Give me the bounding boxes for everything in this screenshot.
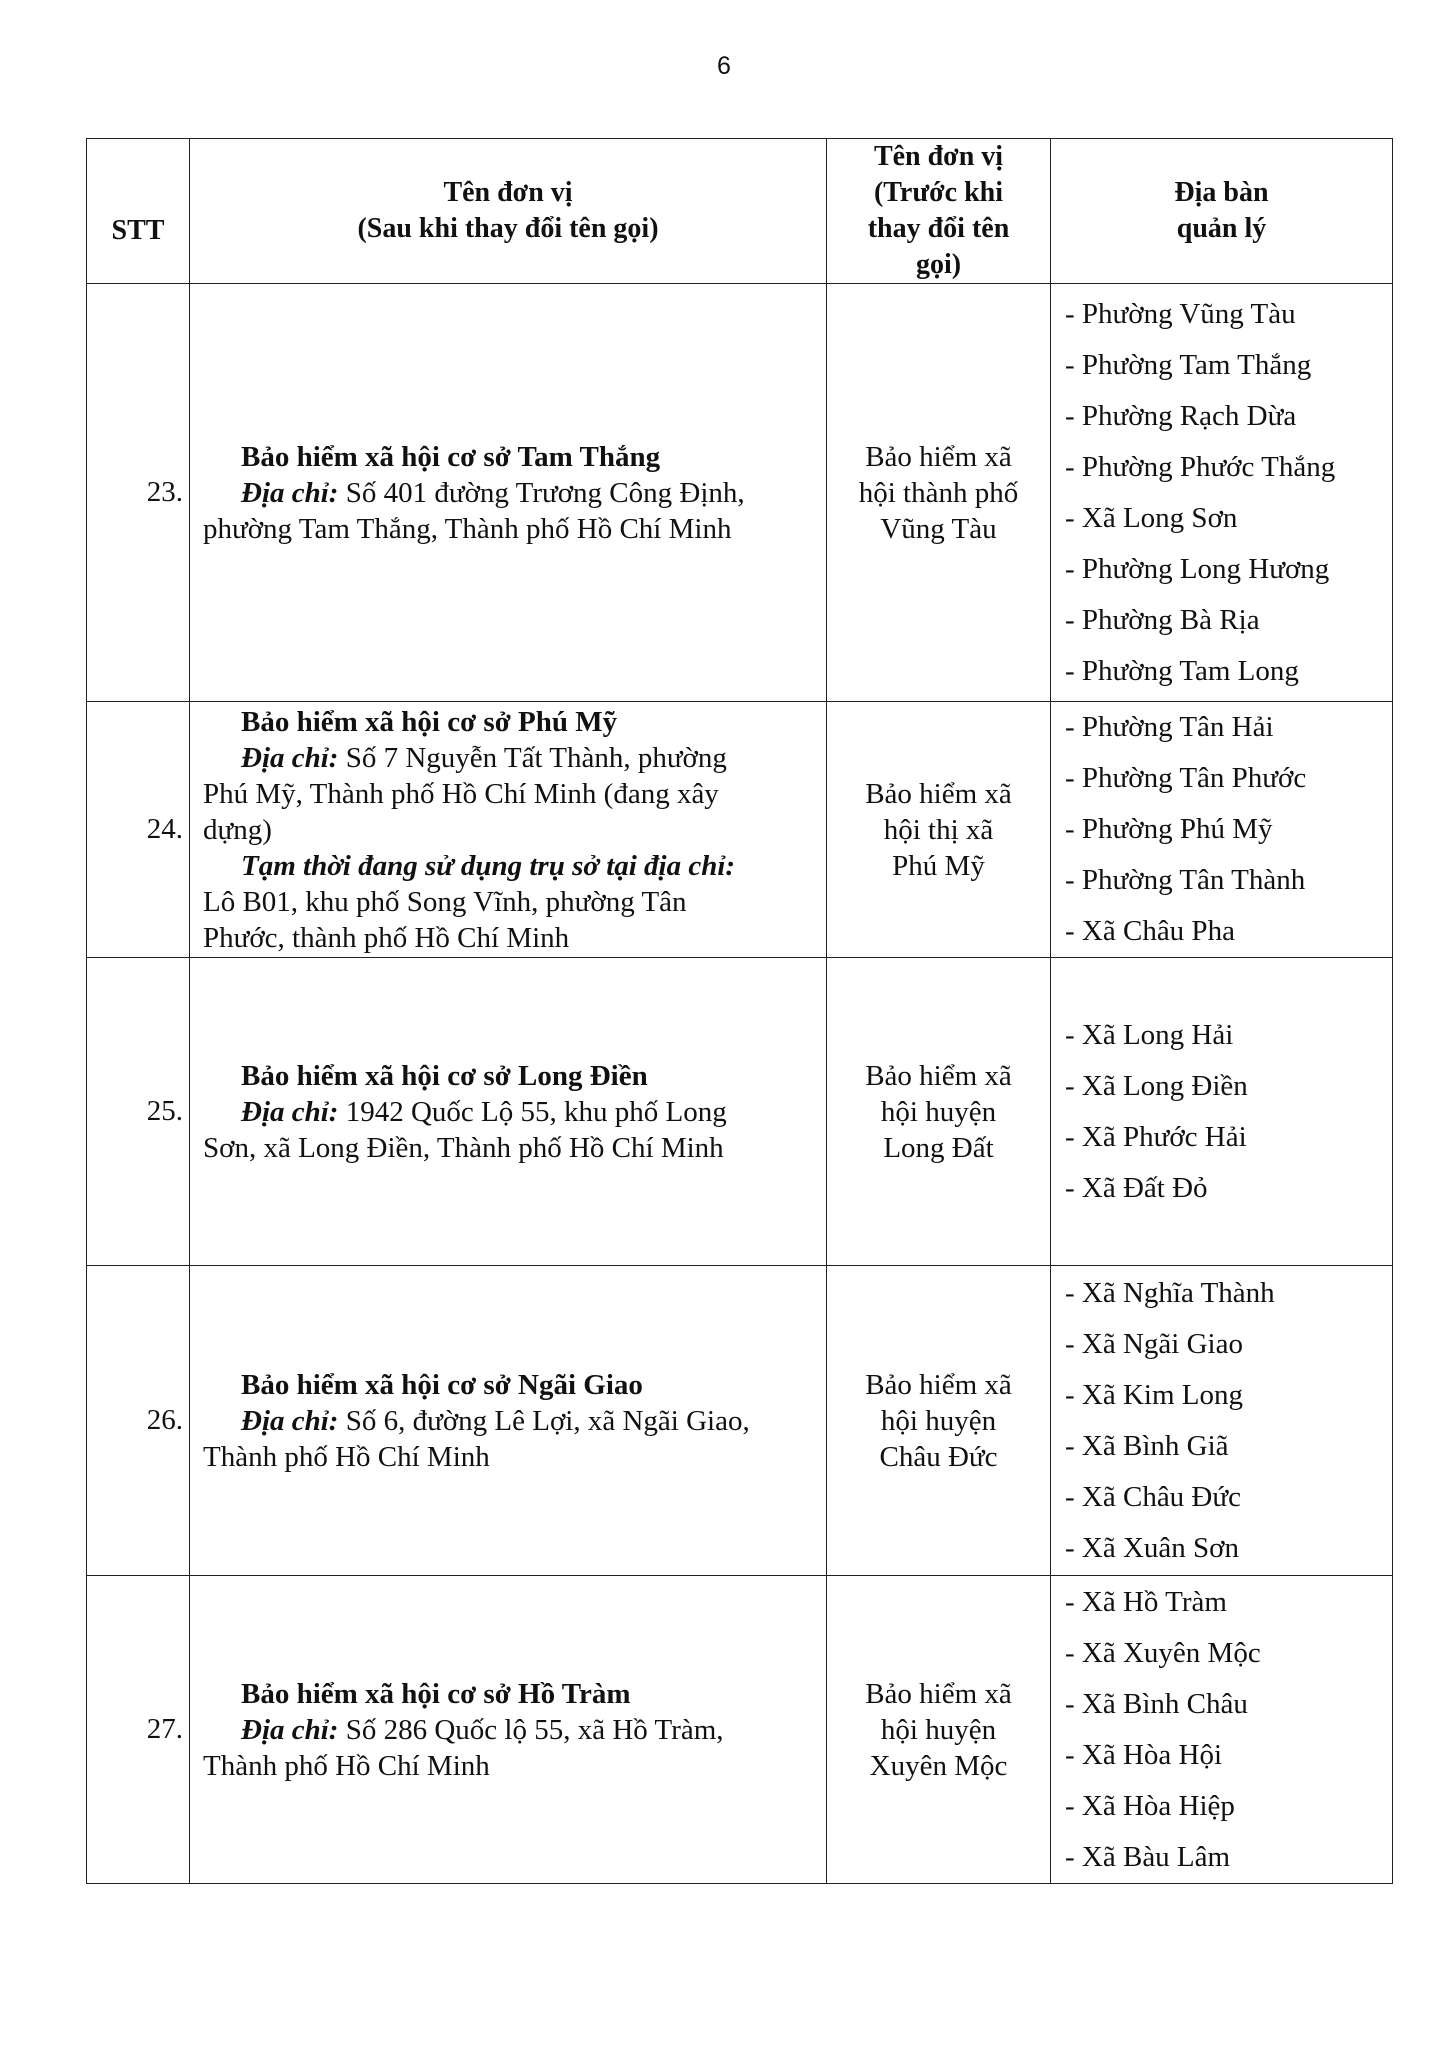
area-item: - Phường Phú Mỹ: [1065, 813, 1273, 845]
unit-name-cell: [190, 1266, 827, 1576]
area-item: - Xã Xuyên Mộc: [1065, 1636, 1261, 1669]
area-item: - Xã Ngãi Giao: [1065, 1327, 1243, 1360]
table-row: [87, 1576, 1393, 1884]
previous-name-line: Bảo hiểm xã: [865, 1059, 1012, 1092]
address-line-2: Thành phố Hồ Chí Minh: [203, 1440, 490, 1473]
row-number: 25.: [87, 958, 190, 1266]
area-item: - Xã Long Hải: [1065, 1018, 1234, 1051]
area-item: - Xã Bình Giã: [1065, 1429, 1229, 1462]
address-line-1: Số 401 đường Trương Công Định,: [338, 476, 745, 509]
unit-address: [203, 1712, 816, 1748]
address-label: Địa chỉ:: [241, 1095, 339, 1128]
address-label: Địa chỉ:: [241, 741, 339, 774]
area-item: - Xã Châu Đức: [1065, 1480, 1241, 1513]
unit-name-cell: [190, 958, 827, 1266]
header-stt-label: STT: [111, 215, 165, 246]
temporary-address-label: Tạm thời đang sử dụng trụ sở tại địa chỉ:: [241, 849, 736, 882]
address-line-2: Phú Mỹ, Thành phố Hồ Chí Minh (đang xây: [203, 777, 719, 810]
area-item: - Phường Tam Thắng: [1065, 348, 1312, 381]
unit-title: Bảo hiểm xã hội cơ sở Hồ Tràm: [241, 1677, 631, 1710]
unit-address: [203, 475, 816, 511]
header-area-line-1: Địa bàn: [1174, 177, 1269, 208]
table-row: [87, 284, 1393, 702]
address-label: Địa chỉ:: [241, 1713, 339, 1746]
area-item: - Phường Rạch Dừa: [1065, 399, 1297, 432]
area-item: - Xã Hòa Hiệp: [1065, 1789, 1235, 1822]
area-item: - Xã Đất Đỏ: [1065, 1171, 1208, 1204]
previous-name-cell: [827, 702, 1051, 958]
previous-name-cell: [827, 1576, 1051, 1884]
previous-name-line: Long Đất: [883, 1131, 994, 1164]
previous-name-cell: [827, 1266, 1051, 1576]
previous-name-line: Bảo hiểm xã: [865, 1677, 1012, 1710]
previous-name-line: hội huyện: [880, 1404, 997, 1437]
temporary-address-line-1: Lô B01, khu phố Song Vĩnh, phường Tân: [203, 885, 687, 918]
table-row: [87, 958, 1393, 1266]
address-line-3: dựng): [203, 813, 272, 846]
area-item: - Phường Tân Phước: [1065, 762, 1307, 794]
area-item: - Xã Nghĩa Thành: [1065, 1276, 1275, 1309]
managed-area-cell: [1051, 1266, 1393, 1576]
unit-title: Bảo hiểm xã hội cơ sở Phú Mỹ: [241, 705, 618, 738]
unit-address: [203, 1094, 816, 1130]
previous-name-line: Bảo hiểm xã: [865, 777, 1012, 810]
unit-title: Bảo hiểm xã hội cơ sở Tam Thắng: [241, 440, 661, 473]
table-row: [87, 702, 1393, 958]
previous-name-line: Vũng Tàu: [880, 512, 997, 545]
row-number: 26.: [87, 1266, 190, 1576]
area-item: - Xã Long Điền: [1065, 1069, 1248, 1102]
previous-name-line: Bảo hiểm xã: [865, 1368, 1012, 1401]
area-item: - Xã Bàu Lâm: [1065, 1840, 1231, 1873]
previous-name-line: Phú Mỹ: [892, 849, 985, 882]
area-item: - Xã Long Sơn: [1065, 501, 1238, 534]
area-item: - Phường Tam Long: [1065, 654, 1299, 687]
address-label: Địa chỉ:: [241, 1404, 339, 1437]
previous-name-line: hội huyện: [880, 1713, 997, 1746]
header-area-line-2: quản lý: [1176, 213, 1267, 244]
header-area: [1051, 139, 1393, 284]
previous-name-line: hội thị xã: [883, 813, 994, 846]
area-item: - Xã Kim Long: [1065, 1378, 1243, 1411]
header-prev-line-4: gọi): [915, 249, 962, 280]
previous-name-cell: [827, 284, 1051, 702]
address-line-1: Số 6, đường Lê Lợi, xã Ngãi Giao,: [338, 1404, 750, 1437]
managed-area-cell: [1051, 1576, 1393, 1884]
area-item: - Xã Châu Pha: [1065, 915, 1235, 947]
unit-name-cell: [190, 702, 827, 958]
unit-name-cell: [190, 284, 827, 702]
table-row: [87, 1266, 1393, 1576]
unit-title: Bảo hiểm xã hội cơ sở Ngãi Giao: [241, 1368, 643, 1401]
temporary-address-line-2: Phước, thành phố Hồ Chí Minh: [203, 921, 570, 954]
previous-name-line: Bảo hiểm xã: [865, 440, 1012, 473]
area-item: - Phường Bà Rịa: [1065, 603, 1260, 636]
address-line-1: Số 7 Nguyễn Tất Thành, phường: [338, 741, 727, 774]
page-number: 6: [717, 52, 731, 80]
row-number: 27.: [87, 1576, 190, 1884]
area-item: - Xã Xuân Sơn: [1065, 1531, 1239, 1564]
area-item: - Phường Phước Thắng: [1065, 450, 1336, 483]
units-table: [86, 138, 1393, 1884]
area-item: - Phường Tân Hải: [1065, 711, 1274, 743]
managed-area-cell: [1051, 958, 1393, 1266]
header-prev-line-1: Tên đơn vị: [873, 141, 1004, 172]
header-name: [190, 139, 827, 284]
area-item: - Xã Hòa Hội: [1065, 1738, 1223, 1771]
previous-name-line: Châu Đức: [879, 1440, 998, 1473]
header-name-line-1: Tên đơn vị: [443, 177, 573, 208]
address-line-2: Sơn, xã Long Điền, Thành phố Hồ Chí Minh: [203, 1131, 724, 1164]
header-name-line-2: (Sau khi thay đổi tên gọi): [357, 213, 659, 244]
previous-name-line: hội thành phố: [858, 476, 1019, 509]
address-line-1: Số 286 Quốc lộ 55, xã Hồ Tràm,: [338, 1713, 724, 1746]
header-stt: [87, 139, 190, 284]
area-item: - Xã Bình Châu: [1065, 1687, 1248, 1720]
area-item: - Phường Tân Thành: [1065, 864, 1306, 896]
address-line-1: 1942 Quốc Lộ 55, khu phố Long: [338, 1095, 727, 1128]
unit-address: [203, 740, 816, 776]
unit-title: Bảo hiểm xã hội cơ sở Long Điền: [241, 1059, 648, 1092]
previous-name-line: hội huyện: [880, 1095, 997, 1128]
previous-name-cell: [827, 958, 1051, 1266]
managed-area-cell: [1051, 284, 1393, 702]
table-header-row: [87, 139, 1393, 284]
header-prev-line-2: (Trước khi: [873, 177, 1003, 208]
header-prev-line-3: thay đổi tên: [867, 213, 1010, 244]
previous-name-line: Xuyên Mộc: [869, 1749, 1008, 1782]
address-line-2: phường Tam Thắng, Thành phố Hồ Chí Minh: [203, 512, 732, 545]
unit-name-cell: [190, 1576, 827, 1884]
address-line-2: Thành phố Hồ Chí Minh: [203, 1749, 490, 1782]
managed-area-cell: [1051, 702, 1393, 958]
header-previous-name: [827, 139, 1051, 284]
row-number: 23.: [87, 284, 190, 702]
unit-address: [203, 1403, 816, 1439]
area-item: - Xã Phước Hải: [1065, 1120, 1247, 1153]
area-item: - Phường Long Hương: [1065, 552, 1330, 585]
area-item: - Phường Vũng Tàu: [1065, 297, 1296, 330]
row-number: 24.: [87, 702, 190, 958]
address-label: Địa chỉ:: [241, 476, 339, 509]
area-item: - Xã Hồ Tràm: [1065, 1585, 1227, 1618]
